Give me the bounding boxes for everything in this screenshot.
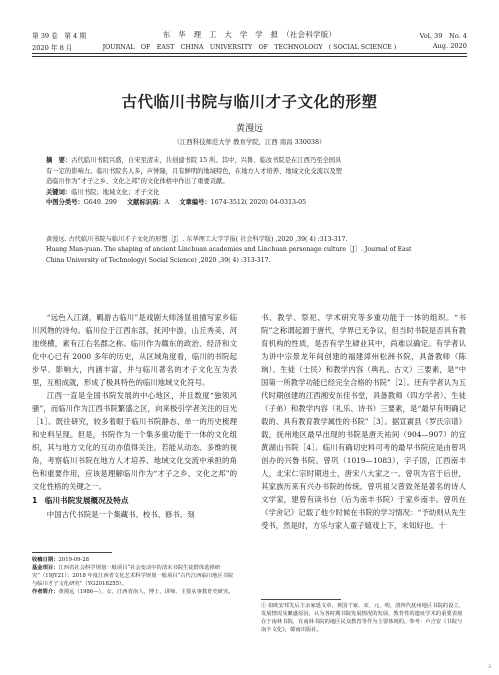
document-code: A xyxy=(164,199,170,207)
article-id: 1674-3512( 2020) 04-0313-05 xyxy=(210,199,307,207)
header-date-en: Aug. 2020 xyxy=(432,42,467,50)
keywords-text: 临川书院；地域文化；才子文化 xyxy=(71,188,160,196)
header-volume-issue: 第 39 卷 第 4 期 xyxy=(32,32,86,40)
header-rule xyxy=(32,53,467,54)
header-date: 2020 年 8 月 xyxy=(32,44,73,52)
footnote-rule xyxy=(32,552,112,553)
abstract-line: 摘 要：古代临川书院兴盛，自宋至清末，共创建书院 15 所。其中，兴鲁、临汝书院是在江西乃至全国具 xyxy=(46,157,342,164)
body-paragraph: “远色入江湖，羁游古临川”是戏剧大师汤显祖描写家乡临川风物的诗句。临川位于江西东部，抚河中游，山丘秀美，河池绕横，素有江右名郡之称。临川作为赣东的政治、经济和文化中心已有 2000 多年的历史，从区域角度看，临川的书院起步早、影响大，内涵丰富，并与临川著名的才子文化互为表里，互相成就，形成了极具特色的临川地域文化符号。 xyxy=(32,313,237,387)
footnote-left xyxy=(32,556,237,596)
body-paragraph: 书、教学、祭祀、学术研究等多重功能于一体的组织。“书院”之称谓起源于唐代，学界已无争议，但当时书院是否具有教育机构的性质，是否有学生肄业其中，尚难以确定。有学者认为讲中宗景龙年间创建的福建漳州松洲书院，具备教师（陈珦）、生徒（士民）和教学内容（典礼、古文）三要素，是“中国第一所教学功能已经完全合格的书院”［2］。还有学者认为五代时期创建的江西湘安东佳书堂，具备教师（四方学者）、生徒（子弟）和教学内容（礼乐、诗书）三要素，是“最早有明确记载的、具有教育教学属性的书院”［3］。据宣賨县《罗氏宗谱》载，抚州地区最早出现的书院是唐天祐间（904—907）的宜黄湖山书院［4］。临川有确切史料可考的最早书院应是由曾巩创办的兴鲁书院。曾巩（1019—1083），字子固，江西南丰人，北宋仁宗时期进士，唐宋八大家之一。曾巩为官于后世，其家族历来有兴办书院的传统。曾巩祖父曾致尧是著名的诗人文学家，建曾有读书台（后为南丰书院）于家乡南丰。曾巩在《学舍记》记载了他少时候在书院的学习情况：“予幼则从先生受书，然是时，方乐与家人童子嬉戏上下，未知好也。十 xyxy=(261,313,466,530)
citation-en: China University of Technology( Social Science) ,2020 ,39( 4) :313-317. xyxy=(46,256,271,264)
citation xyxy=(46,235,454,266)
header-journal-name-cn: 东 华 理 工 大 学 学 报 （社会科学版） xyxy=(162,30,337,39)
clc-number: G649. 299 xyxy=(83,199,117,207)
body-paragraph: 中国古代书院是一个集藏书、校书、修书、刻 xyxy=(46,510,195,519)
author-bio: 作者简介：黄漫远（1986—），女，江西省南人，博士，讲师，主要从事教育史研究。 xyxy=(32,589,234,595)
header-rule-thin xyxy=(32,56,467,57)
citation-en: Huang Man-yuan. The shaping of ancient Linchuan academies and Linchuan personage culture［J］. Journal of East xyxy=(46,246,412,254)
author-name: 黄漫远 xyxy=(235,124,263,134)
body-left-column xyxy=(32,311,237,521)
header-journal-name-en: JOURNAL OF EAST CHINA UNIVERSITY OF TECHNOLOGY ( SOCIAL SCIENCE ) xyxy=(102,44,397,51)
footnote-rule xyxy=(261,599,341,600)
body-paragraph: 江西一直是全国书院发展的中心地区，并且数度“独领风骚”，而临川作为江西书院繁盛之区，向来极引学者关注的目光［1］。既往研究，较多着眼于临川书院静态、单一的历史梳理和史料呈现。但是，书院作为一个集多重功能于一体的文化组织，其与地方文化的互动亦值得关注。若能从动态、多维的视角，考察临川书院在地方人才培养、地域文化交流中承担的角色和重要作用，应该是理解临川作为“才子之乡、文化之邦”的文化性格的关键之一。 xyxy=(32,391,237,491)
section-heading: 1 临川书院发展概况及特点 xyxy=(32,496,129,505)
keywords xyxy=(46,188,454,199)
footnote-right xyxy=(261,602,466,634)
author-affiliation: （江西科技师范大学 教育学院，江西 南昌 330038） xyxy=(173,138,326,146)
fund-info: 基金项目：江西省社会科学规划一般项目“社会变动中的清末书院生徒群体选择研究”（19JY21）；2018 年度江西省文化艺术科学规划一般项目“古代江西临川地区书院与临川才子文化研究”（YG2018255）。 xyxy=(32,565,234,587)
abstract xyxy=(46,156,454,209)
footnote-mark: ① xyxy=(261,603,267,609)
abstract-line: 造临川作为“才子之乡、文化之邦”的文化体格中作出了重要贡献。 xyxy=(46,178,229,186)
header-volume-issue-en: Vol. 39 No. 4 xyxy=(419,32,467,40)
abstract-label: 摘 要： xyxy=(46,157,72,164)
classification-line: 中图分类号：G649. 299 文献标识码：A 文章编号：1674-3512( 2020) 04-0313-05 xyxy=(46,199,307,207)
keywords-label: 关键词： xyxy=(46,188,72,196)
body-right-column xyxy=(261,311,466,532)
article-title: 古代临川书院与临川才子文化的形塑 xyxy=(121,93,378,111)
footnote-text: 如欧安邦先后主余家延文章，黄国干家，宋、元、明、清四代抚州地区书院的设立，发展情况及繁盛原因，认为各时期书院发展情况的发展、教育性的遗址学术的重要表现在于南林书院，在南林书院的地区民众教育等作为主要体现的。参考：卢吉安《书院与南丰文化》，赣南出版社。 xyxy=(261,603,464,633)
abstract-line: 有一定的影响力。临川书院名人多，声誉隆，且有鲜明的地域特色，在地方人才培养、地域文化交流以及塑 xyxy=(46,167,342,175)
page-corner-mark: 3 xyxy=(488,664,492,670)
received-date: 收稿日期：2019-09-28 xyxy=(32,557,90,563)
citation-cn: 黄漫远. 古代临川书院与临川才子文化的形塑［J］. 东华理工大学学报( 社会科学版) ,2020 ,39( 4) :313-317. xyxy=(46,236,348,243)
